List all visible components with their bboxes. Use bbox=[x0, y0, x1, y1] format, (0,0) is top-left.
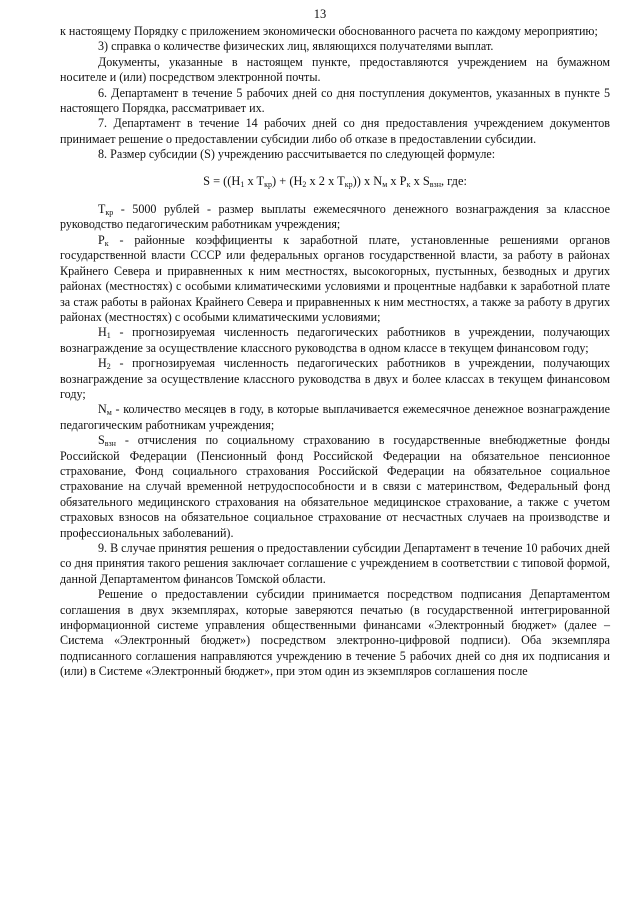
definition-h1: $H_1$ - прогнозируемая численность педагогических работников в учреждении, получающих вознаграждение за осуществление классного руководства в одном классе в текущем финансовом году; bbox=[60, 325, 610, 355]
paragraph-6: 6. Департамент в течение 5 рабочих дней со дня поступления документов, указанных в пункте 5 настоящего Порядка, рассматривает их. bbox=[60, 85, 610, 116]
paragraph-7: 7. Департамент в течение 14 рабочих дней со дня предоставления учреждением документов принимает решение о предоставлении субсидии либо об отказе в предоставлении субсидии. bbox=[60, 116, 610, 146]
paragraph-9: 9. В случае принятия решения о предоставлении субсидии Департамент в течение 10 рабочих дней со дня принятия такого решения заключает соглашение с учреждением в соответствии с типовой формой, данной Департаментом финансов Томской области. bbox=[60, 541, 611, 586]
paragraph-8: 8. Размер субсидии (S) учреждению рассчитывается по следующей формуле: bbox=[98, 147, 496, 162]
page-number: 13 bbox=[313, 7, 327, 21]
final-paragraph: Решение о предоставлении субсидии принимается посредством подписания Департаментом соглашения в двух экземплярах, которые заверяются печатью (в государственной интегрированной информационной системе управления общественными финансами «Электронный бюджет» (далее – Система «Электронный бюджет») посредством электронно-цифровой подписи). Оба экземпляра подписанного соглашения направляются учреждению в течение 5 рабочих дней со дня их подписания и (или) в Системе «Электронный бюджет», при этом один из экземпляров соглашения после bbox=[60, 587, 610, 679]
item-3: 3) справка о количестве физических лиц, являющихся получателями выплат. bbox=[98, 39, 494, 54]
definition-svzn: $S_{взн}$ - отчисления по социальному страхованию в государственные внебюджетные фонды Российской Федерации (Пенсионный фонд Российской Федерации на обязательное пенсионное страхование, Фонд социального страхования Российской Федерации на обязательное социальное страхование на случай временной нетрудоспособности и в связи с материнством, Федеральный фонд обязательного медицинского страхования на обязательное медицинское страхование, а также с учетом страховых взносов на обязательное социальное страхование от несчастных случаев на производстве и профессиональных заболеваний). bbox=[60, 433, 610, 540]
definition-h2: $H_2$ - прогнозируемая численность педагогических работников в учреждении, получающих вознаграждение за осуществление классного руководства в двух и более классах в текущем финансовом году; bbox=[60, 356, 610, 401]
document-body bbox=[60, 24, 610, 680]
continued-paragraph: к настоящему Порядку с приложением экономически обоснованного расчета по каждому мероприятию; bbox=[60, 24, 598, 38]
documents-paragraph: Документы, указанные в настоящем пункте, предоставляются учреждением на бумажном носителе и (или) посредством электронной почты. bbox=[60, 54, 610, 85]
definition-tkr: $T_{кр} - 5000$ рублей - размер выплаты ежемесячного денежного вознаграждения за классное руководство педагогическим работникам учреждения; bbox=[60, 202, 610, 232]
definition-pk: $P_к$ - районные коэффициенты к заработной плате, установленные решениями органов государственной власти СССР или федеральных органов государственной власти, за работу в районах Крайнего Севера и приравненных к ним местностях, высокогорных, пустынных, безводных и других районах (местностях) с особыми климатическими условиями и процентные надбавки к заработной плате за стаж работы в районах Крайнего Севера и приравненных к ним местностях, а также за работу в других районах (местностях) с особыми климатическими условиями; bbox=[60, 232, 610, 324]
definition-nm: $N_м$ - количество месяцев в году, в которые выплачивается ежемесячное денежное вознаграждение педагогическим работникам учреждения; bbox=[60, 402, 610, 432]
subsidy-formula: $S = ((H_1$ x $T_{кр}) + (H_2$ x 2 x $T_{кр}$)) x $N_м$ x $P_к$ x $S_{взн}$, где: bbox=[203, 173, 467, 189]
